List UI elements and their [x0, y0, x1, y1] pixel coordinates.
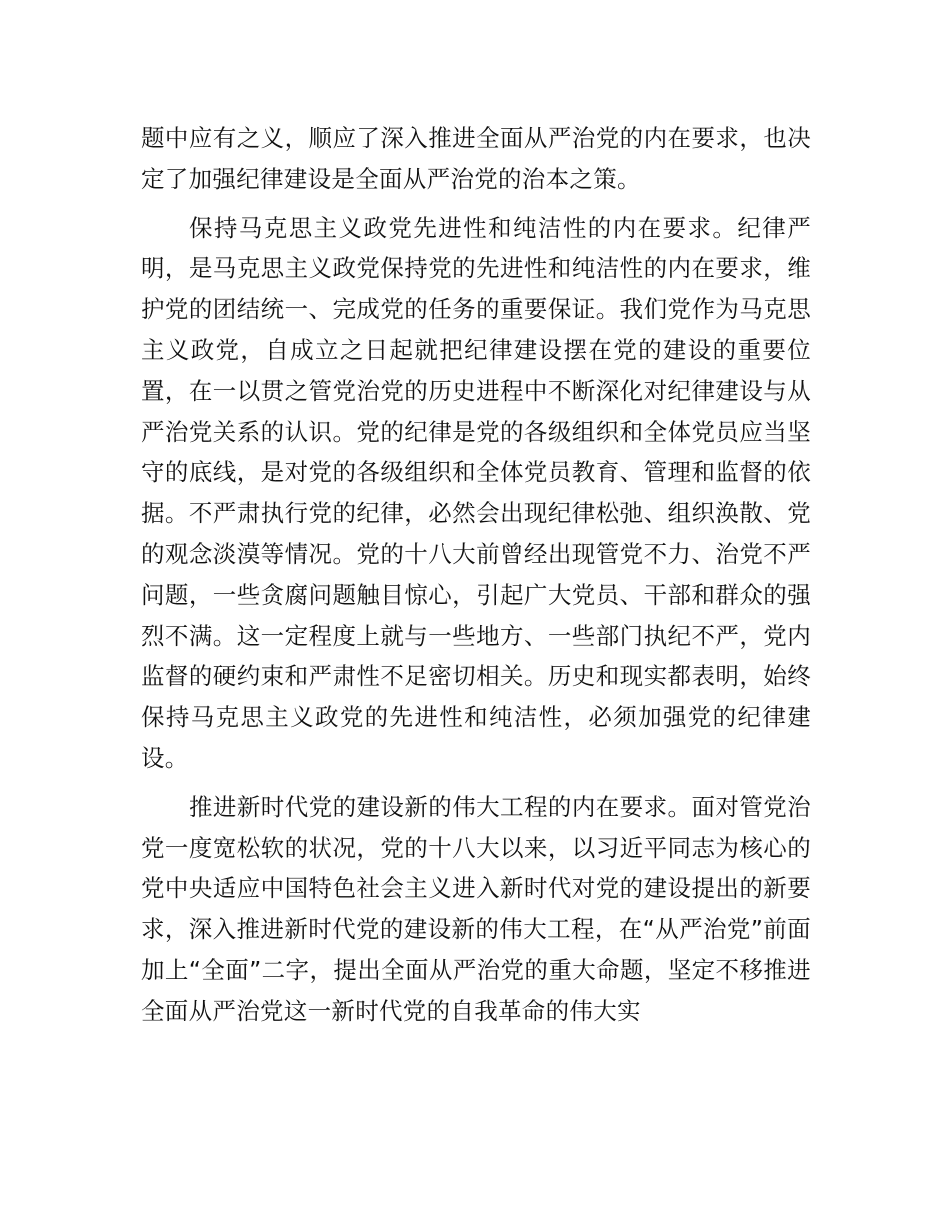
paragraph-party-purity: 保持马克思主义政党先进性和纯洁性的内在要求。纪律严明，是马克思主义政党保持党的先进性和纯洁性的内在要求，维护党的团结统一、完成党的任务的重要保证。我们党作为马克思主义政党，自成立之日起就把纪律建设摆在党的建设的重要位置，在一以贯之管党治党的历史进程中不断深化对纪律建设与从严治党关系的认识。党的纪律是党的各级组织和全体党员应当坚守的底线，是对党的各级组织和全体党员教育、管理和监督的依据。不严肃执行党的纪律，必然会出现纪律松弛、组织涣散、党的观念淡漠等情况。党的十八大前曾经出现管党不力、治党不严问题，一些贪腐问题触目惊心，引起广大党员、干部和群众的强烈不满。这一定程度上就与一些地方、一些部门执纪不严，党内监督的硬约束和严肃性不足密切相关。历史和现实都表明，始终保持马克思主义政党的先进性和纯洁性，必须加强党的纪律建设。 [141, 213, 811, 772]
paragraph-new-era-building: 推进新时代党的建设新的伟大工程的内在要求。面对管党治党一度宽松软的状况，党的十八大以来，以习近平同志为核心的党中央适应中国特色社会主义进入新时代对党的建设提出的新要求，深入推进新时代党的建设新的伟大工程，在“从严治党”前面加上“全面”二字，提出全面从严治党的重大命题，坚定不移推进全面从严治党这一新时代党的自我革命的伟大实 [141, 792, 811, 1025]
paragraph-continuation: 题中应有之义，顺应了深入推进全面从严治党的内在要求，也决定了加强纪律建设是全面从严治党的治本之策。 [141, 124, 811, 193]
document-body [141, 118, 811, 1032]
